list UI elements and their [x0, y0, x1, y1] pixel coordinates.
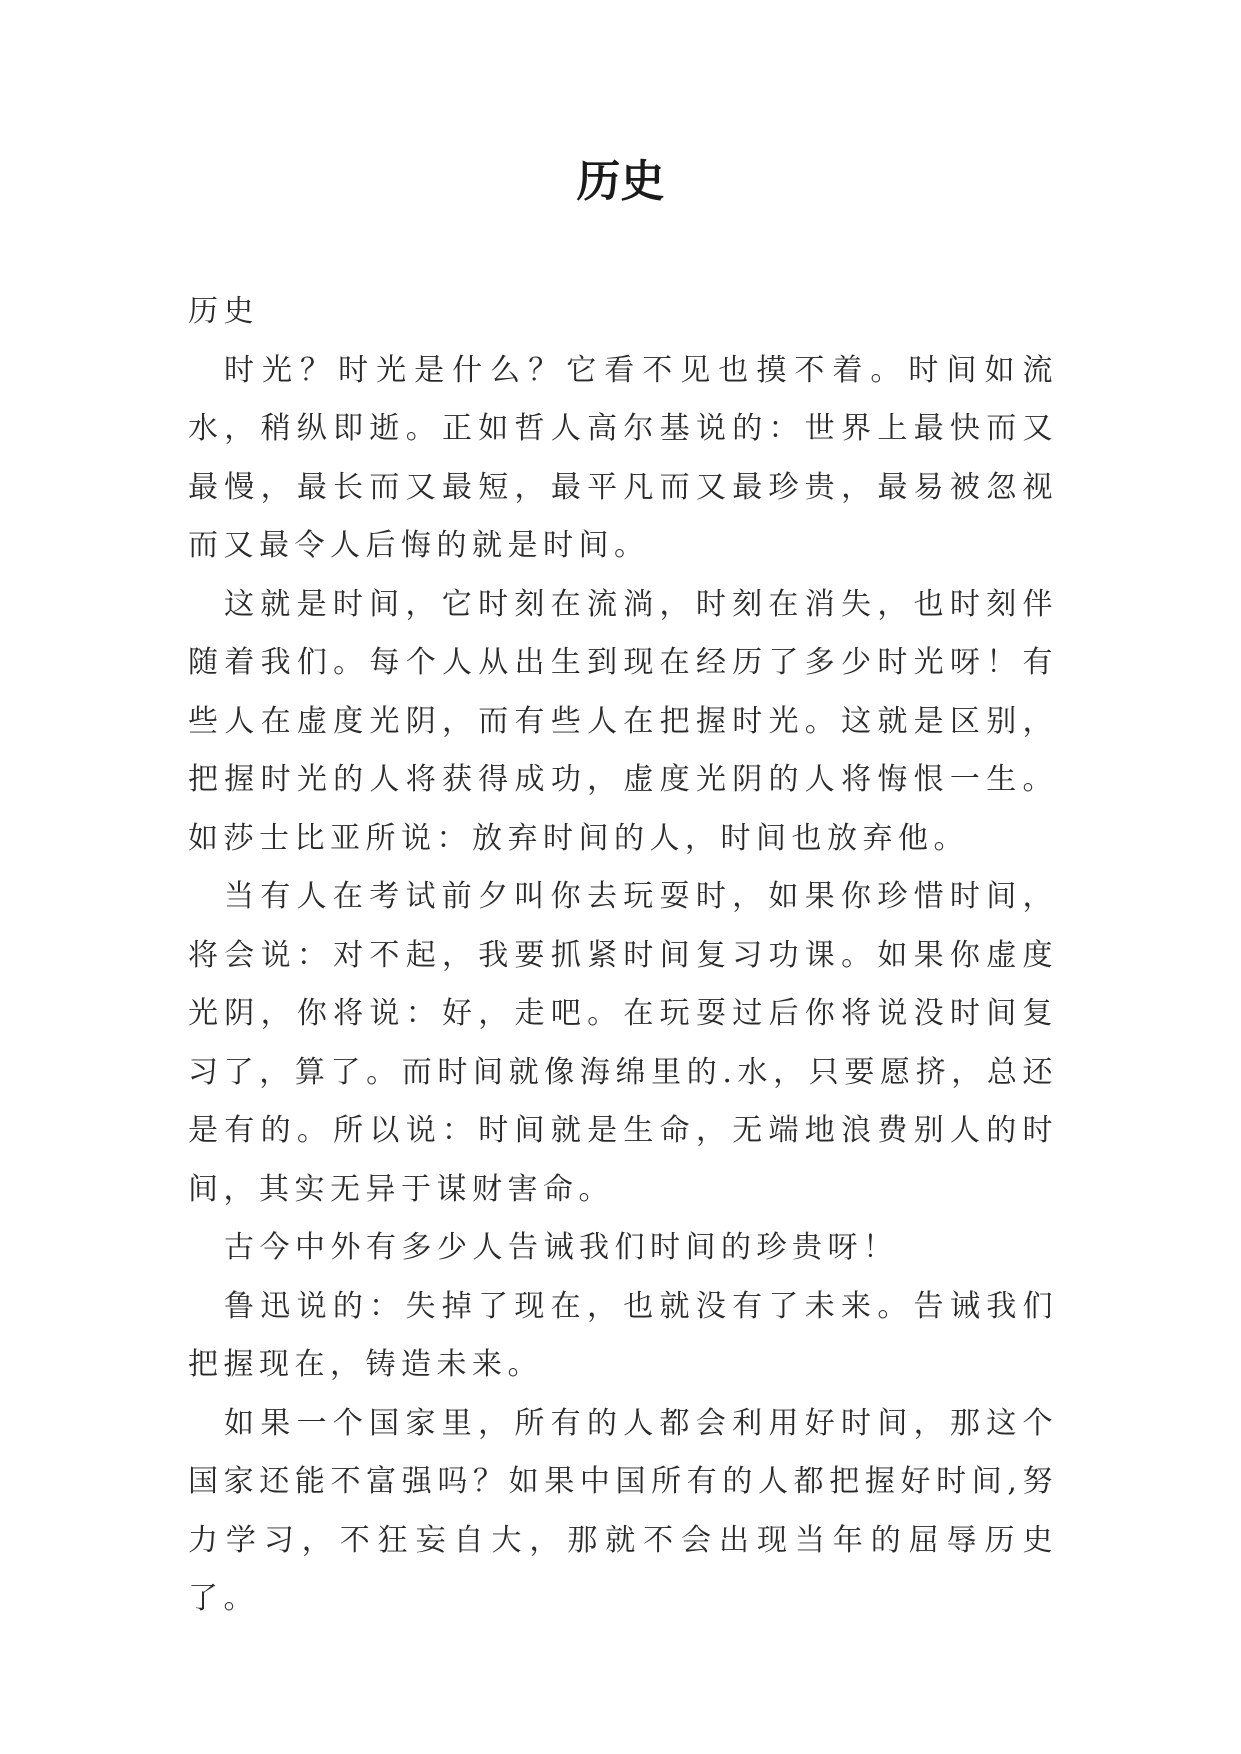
paragraph-6: 如果一个国家里，所有的人都会利用好时间，那这个国家还能不富强吗？如果中国所有的人都把握好时间,努力学习，不狂妄自大，那就不会出现当年的屈辱历史了。 — [188, 1405, 1058, 1616]
document-body — [188, 283, 1058, 1629]
paragraph-3: 当有人在考试前夕叫你去玩耍时，如果你珍惜时间，将会说：对不起，我要抓紧时间复习功课。如果你虚度光阴，你将说：好，走吧。在玩耍过后你将说没时间复习了，算了。而时间就像海绵里的.水，只要愿挤，总还是有的。所以说：时间就是生命，无端地浪费别人的时间，其实无异于谋财害命。 — [188, 879, 1058, 1207]
paragraph-2: 这就是时间，它时刻在流淌，时刻在消失，也时刻伴随着我们。每个人从出生到现在经历了多少时光呀！有些人在虚度光阴，而有些人在把握时光。这就是区别，把握时光的人将获得成功，虚度光阴的人将悔恨一生。如莎士比亚所说：放弃时间的人，时间也放弃他。 — [188, 586, 1058, 856]
paragraph-4: 古今中外有多少人告诫我们时间的珍贵呀！ — [224, 1230, 899, 1265]
paragraph-1: 时光？时光是什么？它看不见也摸不着。时间如流水，稍纵即逝。正如哲人高尔基说的：世界上最快而又最慢，最长而又最短，最平凡而又最珍贵，最易被忽视而又最令人后悔的就是时间。 — [188, 352, 1058, 563]
paragraph-5: 鲁迅说的：失掉了现在，也就没有了未来。告诫我们把握现在，铸造未来。 — [188, 1288, 1058, 1382]
document-title: 历史 — [576, 156, 665, 207]
body-heading: 历史 — [188, 294, 259, 329]
